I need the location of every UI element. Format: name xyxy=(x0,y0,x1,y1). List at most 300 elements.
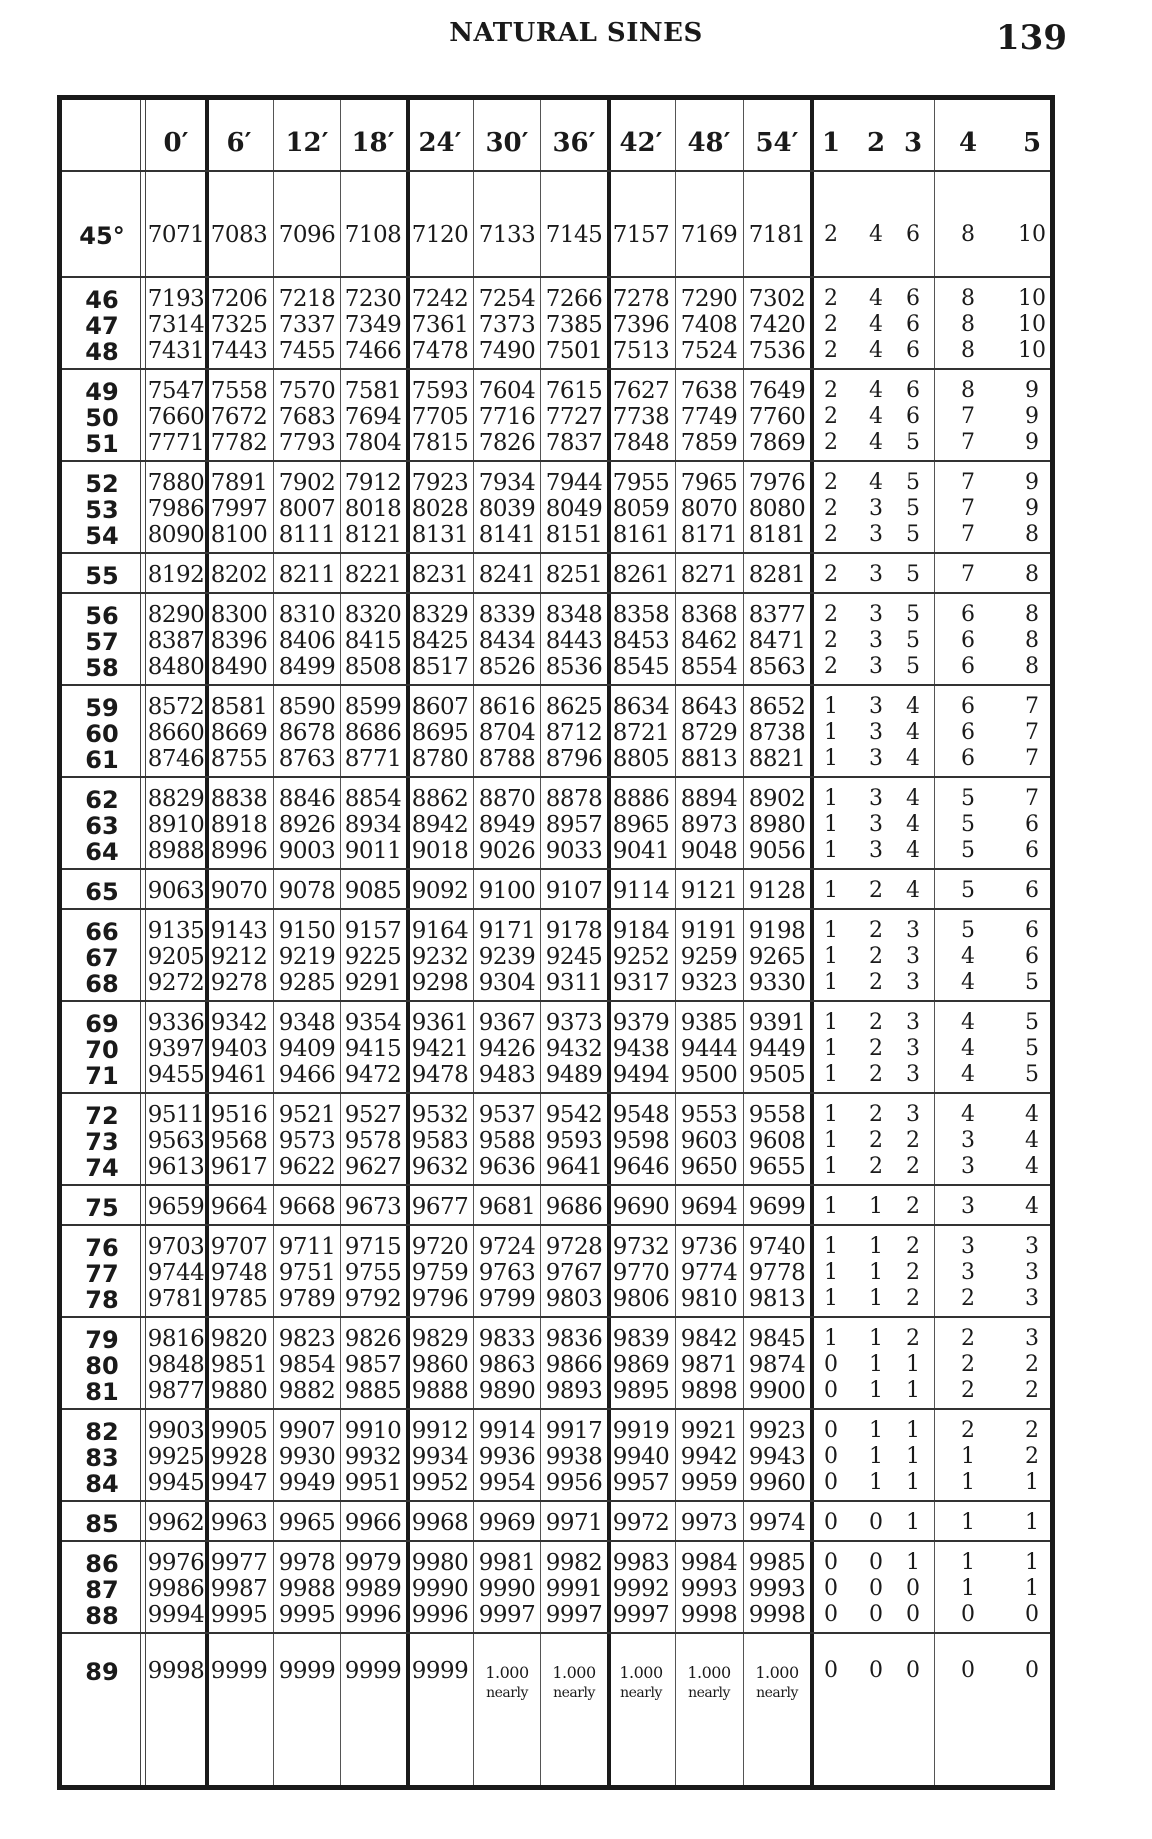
sine-value xyxy=(676,746,742,772)
sine-value xyxy=(474,1102,540,1128)
sine-value-text: 9100 xyxy=(478,878,536,904)
sine-value xyxy=(474,694,540,720)
mean-difference: 5 xyxy=(906,522,920,547)
minute-header: 30′ xyxy=(485,128,529,158)
sine-value xyxy=(474,1010,540,1036)
sine-value xyxy=(744,312,810,338)
sine-value-text: 8796 xyxy=(545,746,603,772)
sine-value xyxy=(407,522,473,548)
sine-value xyxy=(206,312,272,338)
mean-difference: 3 xyxy=(906,1062,920,1087)
sine-value-text: 7934 xyxy=(478,470,536,496)
sine-value-text: 9171 xyxy=(478,918,536,944)
sine-value-text: 8721 xyxy=(612,720,670,746)
difference-header: 3 xyxy=(903,128,923,158)
sine-value xyxy=(274,312,340,338)
sine-value-text: 9323 xyxy=(680,970,738,996)
sine-value-text: 9588 xyxy=(478,1128,536,1154)
sine-value xyxy=(143,1418,209,1444)
sine-value-text: 7976 xyxy=(748,470,806,496)
mean-difference: 4 xyxy=(906,812,920,837)
nearly-note: nearly xyxy=(553,1685,595,1701)
sine-value-text: 9598 xyxy=(612,1128,670,1154)
sine-value-text: 8007 xyxy=(278,496,336,522)
sine-value-text: 9973 xyxy=(680,1510,738,1536)
group-separator xyxy=(62,1184,1050,1186)
sine-value-text: 7490 xyxy=(478,338,536,364)
mean-difference: 2 xyxy=(869,1010,883,1035)
sine-value-text: 9898 xyxy=(680,1378,738,1404)
sine-value xyxy=(407,812,473,838)
mean-difference: 4 xyxy=(1025,1102,1039,1127)
mean-difference: 0 xyxy=(1025,1658,1039,1683)
sine-value-text: 8957 xyxy=(545,812,603,838)
sine-value xyxy=(340,1326,406,1352)
sine-value xyxy=(474,312,540,338)
sine-value xyxy=(274,522,340,548)
sine-value-text: 9354 xyxy=(344,1010,402,1036)
sine-value-text: 9845 xyxy=(748,1326,806,1352)
sine-value xyxy=(474,878,540,904)
sine-value xyxy=(274,1470,340,1496)
sine-value xyxy=(676,562,742,588)
sine-value xyxy=(608,1036,674,1062)
degree-label: 49 xyxy=(85,378,119,406)
sine-value xyxy=(274,812,340,838)
sine-value xyxy=(744,746,810,772)
sine-value-text: 9205 xyxy=(147,944,205,970)
sine-value-text: 7902 xyxy=(278,470,336,496)
sine-value-text: 8271 xyxy=(680,562,738,588)
minute-header: 36′ xyxy=(552,128,596,158)
sine-value xyxy=(608,1352,674,1378)
sine-value xyxy=(206,1550,272,1576)
sine-value xyxy=(274,430,340,456)
sine-value-text: 8780 xyxy=(411,746,469,772)
sine-value xyxy=(541,1010,607,1036)
sine-value xyxy=(274,918,340,944)
sine-value xyxy=(541,378,607,404)
sine-value xyxy=(541,838,607,864)
sine-value xyxy=(541,1326,607,1352)
mean-difference: 1 xyxy=(824,1010,838,1035)
sine-value-text: 9225 xyxy=(344,944,402,970)
sine-value xyxy=(143,1154,209,1180)
sine-value-text: 8878 xyxy=(545,786,603,812)
sine-value-text: 9548 xyxy=(612,1102,670,1128)
mean-difference: 4 xyxy=(1025,1128,1039,1153)
mean-difference: 5 xyxy=(906,628,920,653)
mean-difference: 4 xyxy=(869,430,883,455)
sine-value-text: 9527 xyxy=(344,1102,402,1128)
sine-value-text: 7558 xyxy=(210,378,268,404)
sine-value xyxy=(206,602,272,628)
sine-value-text: 9245 xyxy=(545,944,603,970)
sine-value-text: 9907 xyxy=(278,1418,336,1444)
sine-value xyxy=(340,1470,406,1496)
sine-value xyxy=(143,1062,209,1088)
mean-difference: 1 xyxy=(961,1550,975,1575)
sine-value xyxy=(541,1550,607,1576)
sine-value-text: 9415 xyxy=(344,1036,402,1062)
sine-value-text: 7431 xyxy=(147,338,205,364)
mean-difference: 5 xyxy=(906,562,920,587)
sine-value-text: 9135 xyxy=(147,918,205,944)
sine-value-text: 9951 xyxy=(344,1470,402,1496)
sine-value xyxy=(206,970,272,996)
minute-header: 6′ xyxy=(226,128,252,158)
sine-value xyxy=(744,1470,810,1496)
sine-value-text: 9934 xyxy=(411,1444,469,1470)
sine-value-text: 8526 xyxy=(478,654,536,680)
sine-value-text: 8211 xyxy=(278,562,336,588)
degree-label: 73 xyxy=(85,1128,119,1156)
group-separator xyxy=(62,276,1050,278)
sine-value xyxy=(274,1576,340,1602)
sine-value-text: 9438 xyxy=(612,1036,670,1062)
sine-value xyxy=(274,1352,340,1378)
sine-value xyxy=(206,1326,272,1352)
sine-value-text: 9921 xyxy=(680,1418,738,1444)
mean-difference: 3 xyxy=(1025,1260,1039,1285)
sine-value xyxy=(676,430,742,456)
sine-value-text: 9910 xyxy=(344,1418,402,1444)
sine-value xyxy=(143,628,209,654)
sine-value-text: 9767 xyxy=(545,1260,603,1286)
sine-value-text: 8310 xyxy=(278,602,336,628)
sine-value xyxy=(608,430,674,456)
sine-value xyxy=(608,1194,674,1220)
sine-value-text: 8712 xyxy=(545,720,603,746)
sine-value-text: 7660 xyxy=(147,404,205,430)
sine-value xyxy=(608,1260,674,1286)
sine-value xyxy=(143,222,209,248)
mean-difference: 8 xyxy=(1025,522,1039,547)
sine-value-text: 9191 xyxy=(680,918,738,944)
minute-header: 54′ xyxy=(755,128,799,158)
sine-value-text: 7302 xyxy=(748,286,806,312)
sine-value-text: 9885 xyxy=(344,1378,402,1404)
sine-value xyxy=(407,1510,473,1536)
sine-value-text: 7782 xyxy=(210,430,268,456)
sine-value-text: 9033 xyxy=(545,838,603,864)
sine-value-text: 9810 xyxy=(680,1286,738,1312)
sine-value-text: 8339 xyxy=(478,602,536,628)
sine-value-text: 9397 xyxy=(147,1036,205,1062)
sine-value xyxy=(744,1036,810,1062)
sine-value-text: 9974 xyxy=(748,1510,806,1536)
sine-value-text: 8508 xyxy=(344,654,402,680)
sine-value-text: 9449 xyxy=(748,1036,806,1062)
sine-value-text: 7859 xyxy=(680,430,738,456)
mean-difference: 6 xyxy=(1025,878,1039,903)
mean-difference: 0 xyxy=(869,1658,883,1683)
mean-difference: 3 xyxy=(869,838,883,863)
mean-difference: 1 xyxy=(824,786,838,811)
sine-value xyxy=(474,1658,540,1700)
sine-value-text: 8231 xyxy=(411,562,469,588)
sine-value-text: 9995 xyxy=(210,1602,268,1628)
mean-difference: 1 xyxy=(824,1154,838,1179)
sine-value-text: 8965 xyxy=(612,812,670,838)
mean-difference: 0 xyxy=(824,1576,838,1601)
sine-value-text: 9874 xyxy=(748,1352,806,1378)
sine-value xyxy=(744,1352,810,1378)
sine-value-text: 9994 xyxy=(147,1602,205,1628)
sine-value xyxy=(744,1194,810,1220)
sine-value-text: 9978 xyxy=(278,1550,336,1576)
mean-difference: 1 xyxy=(824,918,838,943)
sine-value xyxy=(541,1194,607,1220)
sine-value-text: 7337 xyxy=(278,312,336,338)
sine-value xyxy=(744,1154,810,1180)
sine-value xyxy=(676,338,742,364)
sine-value xyxy=(608,1062,674,1088)
sine-value xyxy=(474,378,540,404)
sine-value-text: 9985 xyxy=(748,1550,806,1576)
sine-value-text: 7083 xyxy=(210,222,268,248)
sine-value xyxy=(340,1444,406,1470)
sine-value-text: 7145 xyxy=(545,222,603,248)
sine-value-text: 8980 xyxy=(748,812,806,838)
sine-value-text: 9259 xyxy=(680,944,738,970)
mean-difference: 1 xyxy=(824,812,838,837)
mean-difference: 7 xyxy=(961,470,975,495)
sine-value-text: 9976 xyxy=(147,1550,205,1576)
sine-value xyxy=(608,496,674,522)
sine-value-text: 9980 xyxy=(411,1550,469,1576)
sine-value-text: 8049 xyxy=(545,496,603,522)
degree-label: 59 xyxy=(85,694,119,722)
sine-value xyxy=(143,970,209,996)
degree-label: 69 xyxy=(85,1010,119,1038)
degree-label: 71 xyxy=(85,1062,119,1090)
sine-value xyxy=(407,1418,473,1444)
sine-value-text: 9641 xyxy=(545,1154,603,1180)
sine-value-text: 8581 xyxy=(210,694,268,720)
sine-value xyxy=(274,1010,340,1036)
sine-value-text: 8415 xyxy=(344,628,402,654)
sine-value-text: 8886 xyxy=(612,786,670,812)
sine-value-text: 9966 xyxy=(344,1510,402,1536)
sine-value-text: 8763 xyxy=(278,746,336,772)
mean-difference: 8 xyxy=(961,312,975,337)
degree-label: 60 xyxy=(85,720,119,748)
sine-value-text: 7649 xyxy=(748,378,806,404)
sine-value xyxy=(274,1194,340,1220)
sine-value xyxy=(474,628,540,654)
sine-value-text: 7547 xyxy=(147,378,205,404)
sine-value xyxy=(474,1550,540,1576)
sine-value xyxy=(608,1602,674,1628)
sine-value xyxy=(676,1510,742,1536)
sine-value-text: 8918 xyxy=(210,812,268,838)
mean-difference: 0 xyxy=(906,1602,920,1627)
sine-value-text: 8738 xyxy=(748,720,806,746)
degree-label: 66 xyxy=(85,918,119,946)
sine-value xyxy=(608,312,674,338)
sine-value xyxy=(541,312,607,338)
mean-difference: 2 xyxy=(869,918,883,943)
sine-value-text: 8572 xyxy=(147,694,205,720)
sine-value xyxy=(340,944,406,970)
sine-value xyxy=(274,1378,340,1404)
sine-value-text: 8771 xyxy=(344,746,402,772)
sine-value xyxy=(676,312,742,338)
sine-value xyxy=(143,602,209,628)
sine-value xyxy=(143,1352,209,1378)
sine-value xyxy=(407,1010,473,1036)
sine-value-text: 8625 xyxy=(545,694,603,720)
sine-value xyxy=(143,522,209,548)
sine-value xyxy=(143,918,209,944)
sine-value-text: 9998 xyxy=(680,1602,738,1628)
degree-label: 47 xyxy=(85,312,119,340)
mean-difference: 0 xyxy=(824,1658,838,1683)
sine-value xyxy=(608,944,674,970)
mean-difference: 6 xyxy=(1025,812,1039,837)
sine-value-text: 9466 xyxy=(278,1062,336,1088)
sine-value xyxy=(608,1128,674,1154)
degree-label: 64 xyxy=(85,838,119,866)
sine-value-text: 9532 xyxy=(411,1102,469,1128)
sine-value xyxy=(608,1470,674,1496)
mean-difference: 2 xyxy=(961,1418,975,1443)
sine-value-text: 7230 xyxy=(344,286,402,312)
sine-value-text: 9311 xyxy=(545,970,603,996)
sine-value-text: 7705 xyxy=(411,404,469,430)
sine-value xyxy=(143,338,209,364)
mean-difference: 1 xyxy=(869,1444,883,1469)
sine-value xyxy=(206,1602,272,1628)
sine-value-text: 7615 xyxy=(545,378,603,404)
column-rule xyxy=(934,100,935,1785)
sine-value-text: 8161 xyxy=(612,522,670,548)
page-title: NATURAL SINES xyxy=(449,18,703,48)
mean-difference: 2 xyxy=(1025,1444,1039,1469)
sine-value xyxy=(274,628,340,654)
sine-value-text: 7923 xyxy=(411,470,469,496)
sine-value-text: 9291 xyxy=(344,970,402,996)
header-separator xyxy=(62,170,1050,172)
mean-difference: 1 xyxy=(824,1194,838,1219)
degree-label: 87 xyxy=(85,1576,119,1604)
sine-value-text: 9936 xyxy=(478,1444,536,1470)
sine-value xyxy=(676,1602,742,1628)
sine-value-text: 9854 xyxy=(278,1352,336,1378)
mean-difference: 3 xyxy=(869,694,883,719)
sine-value-text: 8320 xyxy=(344,602,402,628)
sine-value xyxy=(474,1352,540,1378)
mean-difference: 2 xyxy=(824,602,838,627)
sine-value-text: 7826 xyxy=(478,430,536,456)
mean-difference: 3 xyxy=(906,918,920,943)
degree-label: 88 xyxy=(85,1602,119,1630)
sine-value xyxy=(340,496,406,522)
sine-value-text: 9728 xyxy=(545,1234,603,1260)
sine-value-text: 9048 xyxy=(680,838,738,864)
sine-value-text: 7478 xyxy=(411,338,469,364)
mean-difference: 3 xyxy=(869,602,883,627)
mean-difference: 1 xyxy=(824,1326,838,1351)
mean-difference: 2 xyxy=(824,430,838,455)
sine-value-text: 7193 xyxy=(147,286,205,312)
sine-value-text: 9893 xyxy=(545,1378,603,1404)
sine-value xyxy=(407,562,473,588)
sine-value xyxy=(143,1378,209,1404)
sine-value-text: 9940 xyxy=(612,1444,670,1470)
sine-value xyxy=(676,1260,742,1286)
sine-value xyxy=(608,720,674,746)
sine-value-text: 9789 xyxy=(278,1286,336,1312)
degree-label: 53 xyxy=(85,496,119,524)
mean-difference: 2 xyxy=(869,1102,883,1127)
sine-value xyxy=(676,496,742,522)
sine-value-text: 9573 xyxy=(278,1128,336,1154)
sine-value-text: 9919 xyxy=(612,1418,670,1444)
degree-label: 50 xyxy=(85,404,119,432)
sine-value xyxy=(541,1128,607,1154)
sine-value-text: 8563 xyxy=(748,654,806,680)
sine-value xyxy=(206,1102,272,1128)
sine-value xyxy=(143,430,209,456)
sine-value xyxy=(143,1128,209,1154)
mean-difference: 2 xyxy=(824,286,838,311)
sine-value-text: 9542 xyxy=(545,1102,603,1128)
mean-difference: 2 xyxy=(906,1234,920,1259)
sine-value xyxy=(340,1260,406,1286)
sine-value xyxy=(744,1326,810,1352)
sine-value xyxy=(676,286,742,312)
mean-difference: 1 xyxy=(869,1234,883,1259)
sine-value-text: 9018 xyxy=(411,838,469,864)
sine-value-text: 8755 xyxy=(210,746,268,772)
sine-value-text: 7912 xyxy=(344,470,402,496)
mean-difference: 3 xyxy=(869,720,883,745)
mean-difference: 1 xyxy=(869,1286,883,1311)
sine-value-text: 8490 xyxy=(210,654,268,680)
sine-value xyxy=(407,694,473,720)
mean-difference: 3 xyxy=(869,562,883,587)
sine-value xyxy=(206,1234,272,1260)
sine-value-text: 9781 xyxy=(147,1286,205,1312)
sine-value xyxy=(608,786,674,812)
sine-value-text: 9968 xyxy=(411,1510,469,1536)
sine-value-text: 9954 xyxy=(478,1470,536,1496)
sine-value xyxy=(407,602,473,628)
mean-difference: 1 xyxy=(824,1036,838,1061)
mean-difference: 4 xyxy=(961,1102,975,1127)
sine-value xyxy=(407,1154,473,1180)
sine-value xyxy=(143,944,209,970)
sine-value-text: 9461 xyxy=(210,1062,268,1088)
mean-difference: 4 xyxy=(906,720,920,745)
sine-value-text: 9799 xyxy=(478,1286,536,1312)
sine-value xyxy=(474,1444,540,1470)
mean-difference: 6 xyxy=(1025,838,1039,863)
sine-value-text: 9650 xyxy=(680,1154,738,1180)
sine-value-text: 9755 xyxy=(344,1260,402,1286)
sine-value xyxy=(206,1036,272,1062)
sine-value xyxy=(206,222,272,248)
sine-value-text: 9373 xyxy=(545,1010,603,1036)
sine-value xyxy=(541,222,607,248)
sine-value-text: 9796 xyxy=(411,1286,469,1312)
mean-difference: 7 xyxy=(961,522,975,547)
sine-value-text: 9403 xyxy=(210,1036,268,1062)
sine-value-text: 9965 xyxy=(278,1510,336,1536)
sine-value-text: 9860 xyxy=(411,1352,469,1378)
